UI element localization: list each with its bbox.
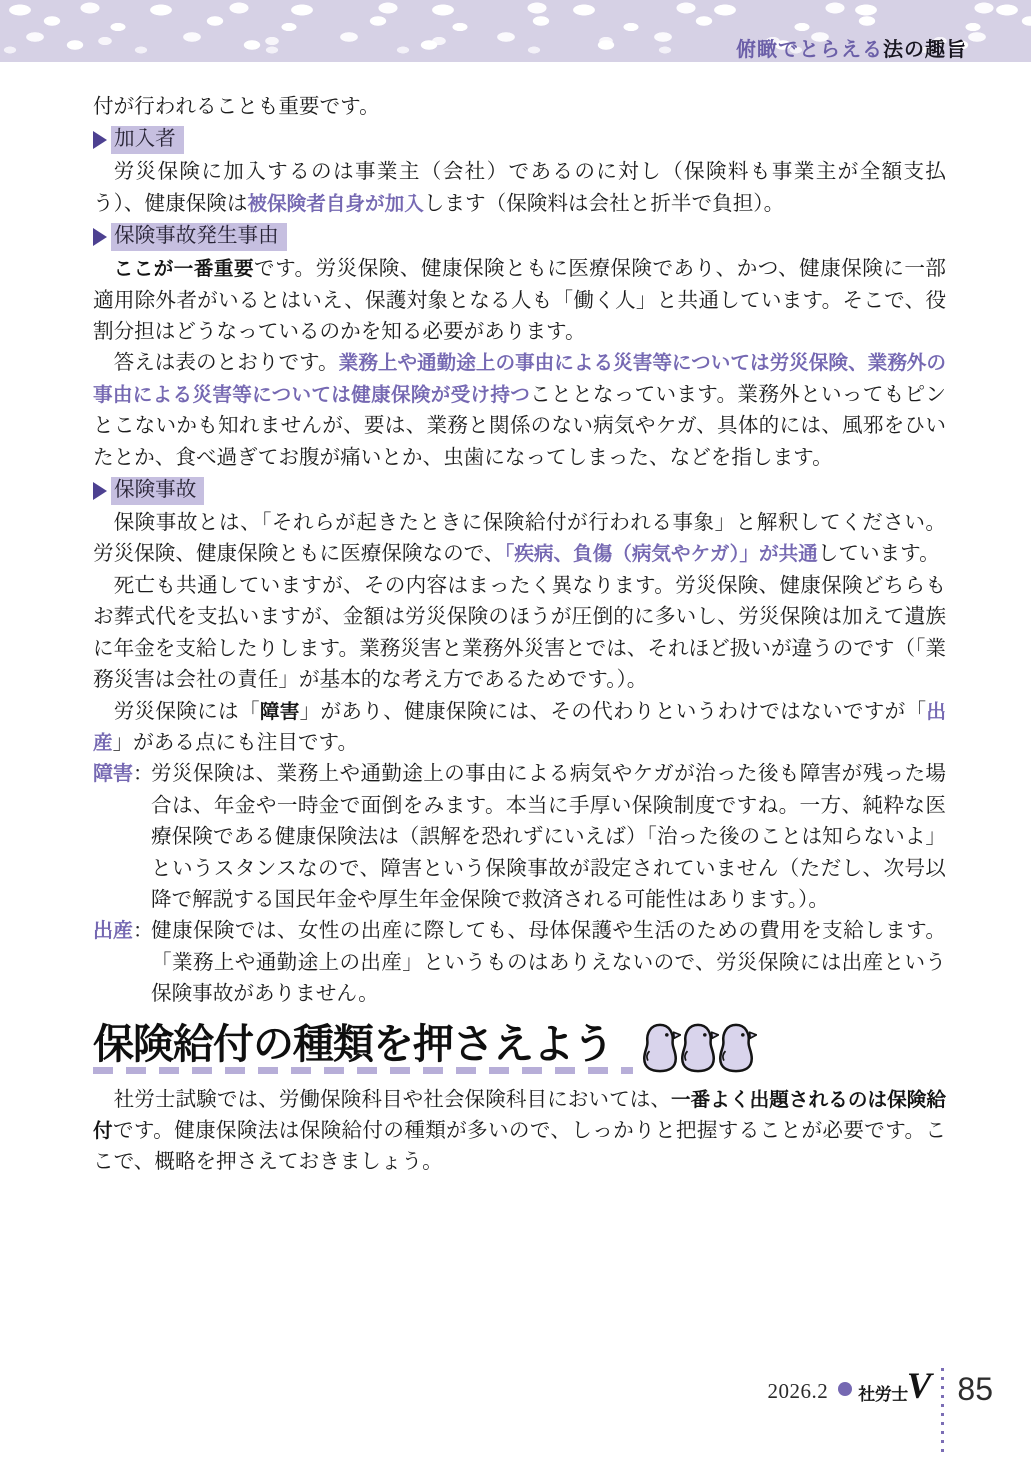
chick-mascots [643,1022,757,1074]
emphasis-purple: 被保険者自身が加入 [247,192,424,215]
paragraph [93,348,946,474]
page-footer [767,1368,993,1457]
section-title-row [93,1018,946,1074]
text-run: しています。 [817,543,940,566]
paragraph-intro [93,92,946,123]
definition-colon: ： [133,763,153,786]
section-header-insured-events-cause [93,221,946,253]
text-run: こととなっています。業務外といってもピンとこないかも知れませんが、要は、業務と関係のない病気やケガ、具体的には、風邪をひいたとか、食べ過ぎてお腹が痛いとか、虫歯になってしまった、などを指します。 [93,383,947,469]
definition-term: 障害 [93,763,133,786]
definition-colon: ： [133,920,153,943]
section-title-block [93,1022,633,1074]
paragraph [93,254,946,348]
paragraph [93,508,946,571]
emphasis-purple: 業務上や通勤途上の事由による災害等については労災保険、業務外の事由による災害等については健康保険が受け持つ [93,352,947,406]
text-run: 付が行われることも重要です。 [93,96,380,118]
header-cloud-band [0,0,1031,62]
text-run: です。健康保険法は保険給付の種類が多いので、しっかりと把握することが必要です。ここで、概略を押さえておきましょう。 [93,1119,947,1174]
text-run: 保険事故とは、「それらが起きたときに保険給付が行われる事象」と解釈してください。労災保険、健康保険ともに医療保険なので、 [93,512,946,566]
dashed-underline [93,1067,633,1074]
definition-text: 健康保険では、女性の出産に際しても、母体保護や生活のための費用を支給します。「業務上や通勤途上の出産」というものはありえないので、労災保険には出産という保険事故がありません。 [151,920,946,1006]
emphasis-purple: 「疾病、負傷（病気やケガ）」が共通 [504,543,818,566]
text-run: 答えは表のとおりです。 [113,352,339,375]
emphasis-purple: 出産 [93,700,947,754]
brand-logo-text: 社労士 [858,1385,908,1404]
text-run: 」がある点にも注目です。 [112,731,359,754]
section-header-insured-events [93,475,946,507]
paragraph [93,571,946,697]
text-run: 社労士試験では、労働保険科目や社会保険科目においては、 [113,1088,672,1111]
emphasis-bold: 障害 [259,700,300,723]
section-header-label: 加入者 [111,126,184,154]
chick-icon [639,1022,681,1074]
definition-text: 労災保険は、業務上や通勤途上の事由による病気やケガが治った後も障害が残った場合は、年金や一時金で面倒をみます。本当に手厚い保険制度ですね。一方、純粋な医療保険である健康保険法は（誤解を恐れずにいえば）「治った後のことは知らないよ」というスタンスなので、障害という保険事故が設定されていません（ただし、次号以降で解説する国民年金や厚生年金保険で救済される可能性はあります。）。 [151,763,946,911]
text-run: 労災保険に加入するのは事業主（会社）であるのに対し（保険料も事業主が全額支払う）、健康保険は [93,161,946,215]
running-head-accent: 俯瞰でとらえる [736,39,883,61]
text-run: です。労災保険、健康保険ともに医療保険であり、かつ、健康保険に一部適用除外者がいるとはいえ、保護対象となる人も「働く人」と共通しています。そこで、役割分担はどうなっているのかを知る必要があります。 [93,258,947,344]
running-head-rest: 法の趣旨 [883,39,967,61]
paragraph [93,697,946,760]
emphasis-bold: ここが一番重要 [113,258,255,281]
section-header-label: 保険事故 [111,477,204,505]
circle-bullet-icon [838,1382,852,1396]
definition-term: 出産 [93,920,133,943]
right-triangle-bullet-icon [93,131,107,149]
page-number: 85 [957,1371,993,1407]
emphasis-bold: 一番よく出題されるのは保険給付 [93,1088,946,1142]
section-header-subscribers [93,124,946,156]
text-run: 死亡も共通していますが、その内容はまったく異なります。労災保険、健康保険どちらもお葬式代を支払いますが、金額は労災保険のほうが圧倒的に多いし、労災保険は加えて遺族に年金を支給したりします。業務災害と業務外災害とでは、それほど扱いが違うのです（「業務災害は会社の責任」が基本的な考え方であるためです。）。 [93,574,946,692]
issue-date: 2026.2 [767,1379,829,1403]
definition-item-disability [93,759,946,916]
text-run: 労災保険には「 [113,700,260,723]
paragraph [93,1085,946,1179]
article-body [93,92,946,1179]
chick-icon [677,1022,719,1074]
text-run: します（保険料は会社と折半で負担）。 [423,192,785,215]
text-run: 」があり、健康保険には、その代わりというわけではないですが「 [299,700,927,723]
paragraph [93,157,946,220]
section-header-label: 保険事故発生事由 [111,223,287,251]
section-title: 保険給付の種類を押さえよう [93,1020,613,1067]
right-triangle-bullet-icon [93,482,107,500]
chick-icon [715,1022,757,1074]
running-head [736,33,967,62]
right-triangle-bullet-icon [93,228,107,246]
brand-logo-v: V [906,1366,932,1407]
definition-item-childbirth [93,916,946,1010]
